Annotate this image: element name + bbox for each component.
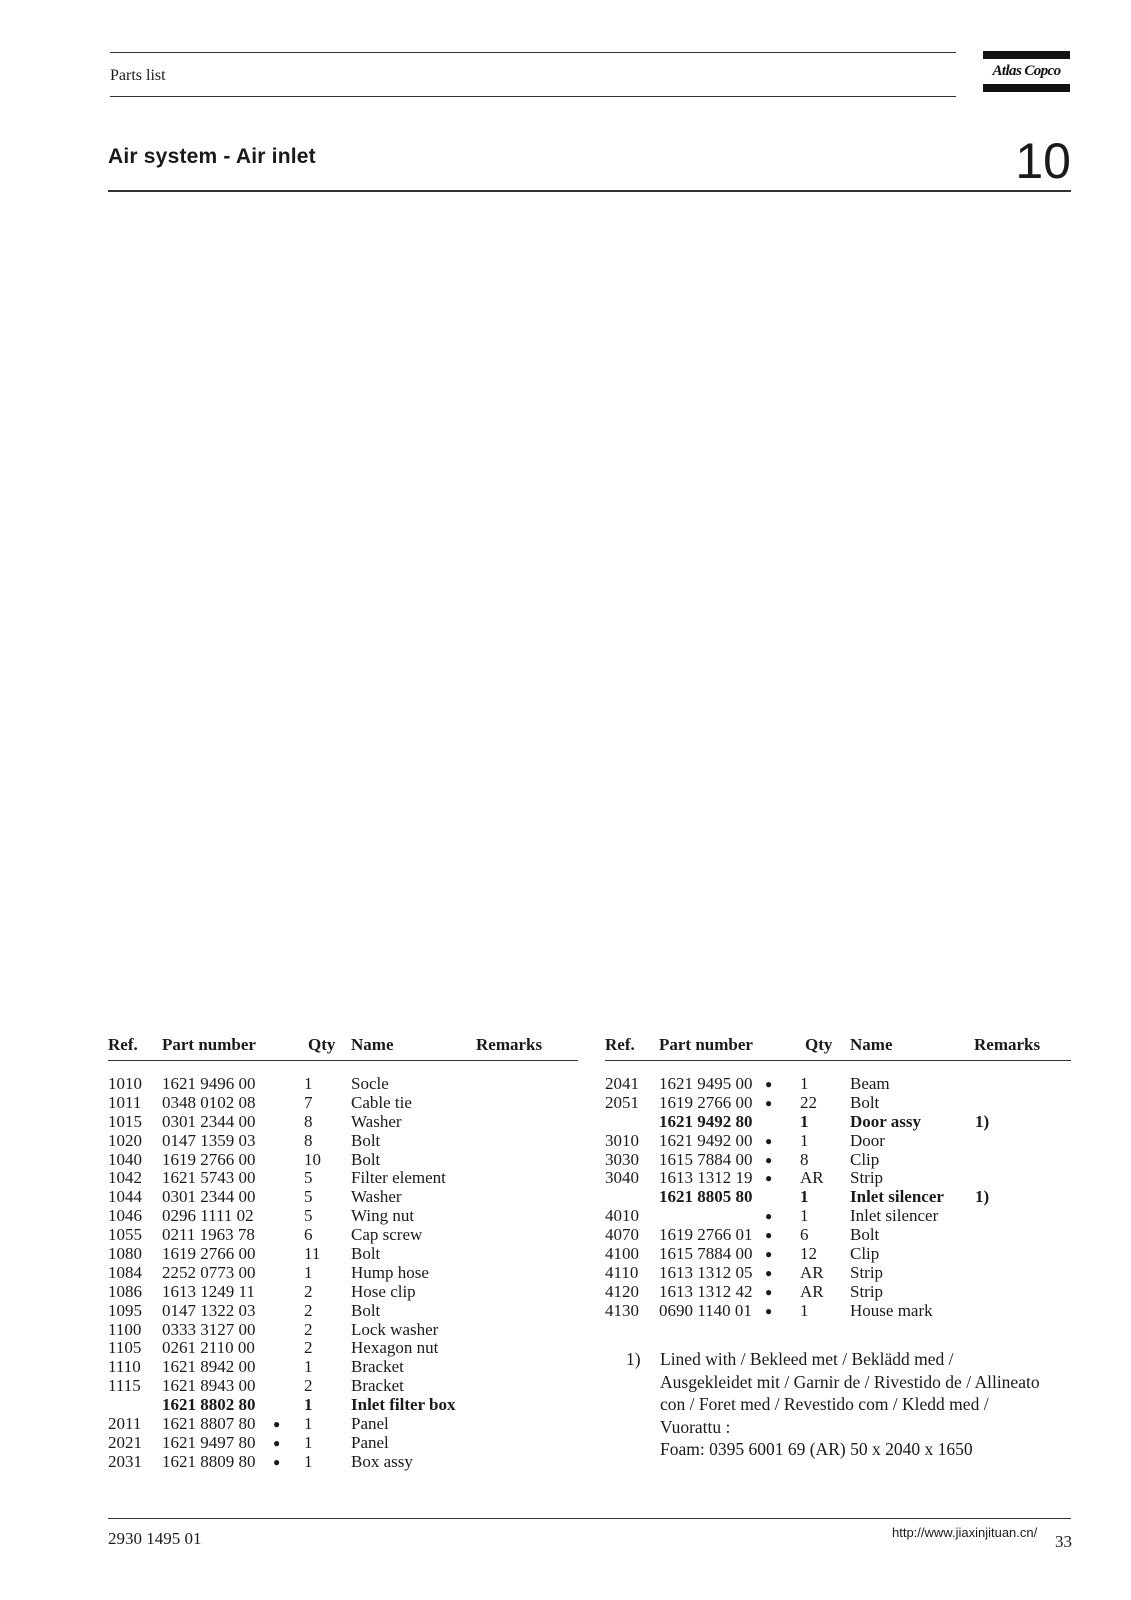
cell-qty: 6 <box>304 1225 313 1245</box>
bullet-icon: ● <box>765 1284 773 1299</box>
cell-qty: AR <box>800 1262 824 1282</box>
cell-name: Panel <box>351 1432 389 1452</box>
cell-qty: 1 <box>800 1074 809 1093</box>
table-row <box>605 1151 1071 1170</box>
cell-name: Washer <box>351 1187 402 1207</box>
cell-ref: 1042 <box>108 1168 142 1188</box>
cell-ref: 2031 <box>108 1451 142 1471</box>
cell-ref: 4070 <box>605 1225 639 1245</box>
title-rule <box>108 190 1071 192</box>
table-row <box>605 1132 1071 1151</box>
cell-name: Clip <box>850 1149 880 1169</box>
cell-qty: 5 <box>304 1187 313 1207</box>
bullet-icon: ● <box>765 1265 773 1280</box>
footer-url: http://www.jiaxinjituan.cn/ <box>892 1525 1038 1540</box>
bullet-icon: ● <box>765 1077 773 1091</box>
cell-part-number: 1621 8943 00 <box>162 1376 256 1396</box>
bullet-icon: ● <box>765 1228 773 1243</box>
cell-name: Bracket <box>351 1376 404 1396</box>
cell-name: Beam <box>850 1074 890 1093</box>
cell-part-number: 0690 1140 01 <box>659 1300 752 1320</box>
table-row <box>605 1245 1071 1264</box>
cell-name: Bracket <box>351 1357 404 1377</box>
cell-ref: 4110 <box>605 1262 639 1282</box>
footnote-text <box>660 1348 1080 1461</box>
table-body <box>605 1075 1071 1321</box>
cell-qty: 11 <box>304 1244 321 1264</box>
cell-qty: 5 <box>304 1206 313 1226</box>
cell-part-number: 1621 8809 80 <box>162 1451 256 1471</box>
cell-name: Box assy <box>351 1451 413 1471</box>
col-qty: Qty <box>805 1035 833 1054</box>
col-qty: Qty <box>308 1035 336 1054</box>
col-ref: Ref. <box>605 1035 635 1054</box>
section-title: Air system - Air inlet <box>108 145 316 168</box>
cell-qty: 1 <box>304 1414 313 1434</box>
cell-name: Inlet silencer <box>850 1206 939 1226</box>
cell-ref: 1084 <box>108 1262 142 1282</box>
cell-name: Washer <box>351 1111 402 1131</box>
cell-name: Strip <box>850 1281 884 1301</box>
cell-part-number: 0147 1322 03 <box>162 1300 256 1320</box>
table-row <box>108 1094 578 1113</box>
cell-remark: 1) <box>975 1111 990 1131</box>
cell-ref: 1100 <box>108 1319 142 1339</box>
cell-part-number: 1621 9495 00 <box>659 1074 753 1093</box>
cell-part-number: 1613 1249 11 <box>162 1281 255 1301</box>
table-row <box>108 1132 578 1151</box>
table-row <box>605 1264 1071 1283</box>
cell-ref: 1115 <box>108 1376 141 1396</box>
cell-qty: 1 <box>304 1357 313 1377</box>
cell-name: Hump hose <box>351 1262 429 1282</box>
col-ref: Ref. <box>108 1035 138 1054</box>
table-row <box>108 1075 578 1094</box>
cell-remark: 1) <box>975 1187 990 1207</box>
cell-ref: 1011 <box>108 1092 142 1112</box>
cell-qty: 8 <box>304 1130 313 1150</box>
bullet-icon: ● <box>273 1435 281 1450</box>
cell-name: Inlet filter box <box>351 1395 456 1415</box>
table-row <box>108 1396 578 1415</box>
cell-part-number: 1619 2766 00 <box>659 1092 753 1112</box>
atlas-copco-logo: Atlas Copco <box>983 51 1070 92</box>
cell-qty: 6 <box>800 1225 809 1245</box>
cell-part-number: 0211 1963 78 <box>162 1225 255 1245</box>
cell-part-number: 1621 9497 80 <box>162 1432 256 1452</box>
cell-ref: 4120 <box>605 1281 639 1301</box>
table-row <box>108 1226 578 1245</box>
cell-name: Cap screw <box>351 1225 423 1245</box>
table-row <box>605 1075 1071 1094</box>
table-row <box>108 1151 578 1170</box>
cell-name: Hose clip <box>351 1281 416 1301</box>
parts-table-left <box>108 1036 578 1472</box>
table-row <box>605 1094 1071 1113</box>
cell-ref: 1086 <box>108 1281 142 1301</box>
footnote-line: Lined with / Bekleed met / Beklädd med / <box>660 1349 954 1369</box>
header-top-rule <box>110 52 956 53</box>
cell-part-number: 0333 3127 00 <box>162 1319 256 1339</box>
table-row <box>108 1283 578 1302</box>
cell-name: Bolt <box>351 1130 381 1150</box>
cell-name: Door <box>850 1130 885 1150</box>
chapter-number: 10 <box>1015 133 1071 189</box>
table-row <box>108 1434 578 1453</box>
cell-part-number: 1621 9492 80 <box>659 1111 753 1131</box>
cell-qty: AR <box>800 1168 824 1188</box>
cell-qty: 1 <box>800 1130 809 1150</box>
cell-name: Panel <box>351 1414 389 1434</box>
table-row <box>605 1207 1071 1226</box>
cell-name: Clip <box>850 1244 880 1264</box>
col-remarks: Remarks <box>974 1035 1041 1054</box>
cell-name: Door assy <box>850 1111 921 1131</box>
cell-part-number: 1621 8802 80 <box>162 1395 256 1415</box>
cell-ref: 1095 <box>108 1300 142 1320</box>
table-row <box>108 1321 578 1340</box>
cell-part-number: 0296 1111 02 <box>162 1206 254 1226</box>
cell-qty: 12 <box>800 1244 817 1264</box>
document-number: 2930 1495 01 <box>108 1529 202 1548</box>
table-row <box>108 1415 578 1434</box>
table-row <box>108 1377 578 1396</box>
cell-ref: 2051 <box>605 1092 639 1112</box>
footnote-line: Foam: 0395 6001 69 (AR) 50 x 2040 x 1650 <box>660 1439 973 1459</box>
table-row <box>108 1207 578 1226</box>
table-row <box>108 1339 578 1358</box>
table-row <box>605 1283 1071 1302</box>
cell-qty: 10 <box>304 1149 321 1169</box>
bullet-icon: ● <box>273 1417 281 1432</box>
table-header <box>605 1036 1071 1061</box>
cell-ref: 1055 <box>108 1225 142 1245</box>
header-label: Parts list <box>110 67 166 84</box>
cell-part-number: 1619 2766 00 <box>162 1244 256 1264</box>
cell-ref: 1040 <box>108 1149 142 1169</box>
cell-ref: 4100 <box>605 1244 639 1264</box>
cell-ref: 4130 <box>605 1300 639 1320</box>
cell-qty: 2 <box>304 1300 313 1320</box>
cell-qty: 1 <box>304 1432 313 1452</box>
cell-ref: 1010 <box>108 1074 142 1093</box>
page-number: 33 <box>1055 1532 1072 1551</box>
cell-qty: 1 <box>304 1262 313 1282</box>
bullet-icon: ● <box>765 1152 773 1167</box>
cell-name: Hexagon nut <box>351 1338 439 1358</box>
bullet-icon: ● <box>765 1095 773 1110</box>
cell-ref: 2011 <box>108 1414 142 1434</box>
cell-ref: 1020 <box>108 1130 142 1150</box>
cell-part-number: 2252 0773 00 <box>162 1262 256 1282</box>
cell-qty: 2 <box>304 1338 313 1358</box>
table-row <box>108 1302 578 1321</box>
col-name: Name <box>850 1035 893 1054</box>
cell-qty: 22 <box>800 1092 817 1112</box>
table-row <box>108 1358 578 1377</box>
table-row <box>605 1302 1071 1321</box>
table-row <box>108 1169 578 1188</box>
col-part-number: Part number <box>162 1035 256 1054</box>
cell-qty: 1 <box>304 1451 313 1471</box>
bullet-icon: ● <box>765 1171 773 1186</box>
cell-part-number: 1615 7884 00 <box>659 1149 753 1169</box>
cell-name: Bolt <box>351 1149 381 1169</box>
cell-part-number: 1619 2766 00 <box>162 1149 256 1169</box>
cell-name: House mark <box>850 1300 933 1320</box>
cell-qty: 5 <box>304 1168 313 1188</box>
cell-name: Cable tie <box>351 1092 412 1112</box>
cell-ref: 1015 <box>108 1111 142 1131</box>
bullet-icon: ● <box>765 1209 773 1224</box>
cell-name: Bolt <box>351 1300 381 1320</box>
col-remarks: Remarks <box>476 1035 543 1054</box>
cell-name: Bolt <box>850 1225 880 1245</box>
cell-ref: 3010 <box>605 1130 639 1150</box>
cell-name: Inlet silencer <box>850 1187 944 1207</box>
table-row <box>108 1264 578 1283</box>
cell-name: Bolt <box>850 1092 880 1112</box>
cell-qty: 1 <box>800 1187 809 1207</box>
table-row <box>605 1113 1071 1132</box>
parts-table-right <box>605 1036 1071 1321</box>
cell-qty: 8 <box>800 1149 809 1169</box>
cell-name: Wing nut <box>351 1206 415 1226</box>
cell-ref: 2041 <box>605 1074 639 1093</box>
footer-rule <box>108 1518 1071 1519</box>
cell-name: Socle <box>351 1074 389 1093</box>
cell-part-number: 0147 1359 03 <box>162 1130 256 1150</box>
cell-name: Bolt <box>351 1244 381 1264</box>
table-row <box>108 1113 578 1132</box>
cell-qty: 1 <box>304 1395 313 1415</box>
bullet-icon: ● <box>765 1303 773 1318</box>
table-header <box>108 1036 578 1061</box>
table-row <box>108 1245 578 1264</box>
bullet-icon: ● <box>273 1454 281 1469</box>
cell-part-number: 1615 7884 00 <box>659 1244 753 1264</box>
footnote-marker: 1) <box>626 1349 641 1369</box>
cell-qty: 1 <box>800 1111 809 1131</box>
cell-qty: 1 <box>800 1300 809 1320</box>
table-body <box>108 1075 578 1472</box>
cell-ref: 1046 <box>108 1206 142 1226</box>
bullet-icon: ● <box>765 1247 773 1262</box>
footnote-line: con / Foret med / Revestido com / Kledd med / <box>660 1394 989 1414</box>
cell-part-number: 1613 1312 42 <box>659 1281 753 1301</box>
cell-name: Lock washer <box>351 1319 439 1339</box>
cell-ref: 1080 <box>108 1244 142 1264</box>
cell-part-number: 1613 1312 05 <box>659 1262 753 1282</box>
cell-part-number: 1621 8805 80 <box>659 1187 753 1207</box>
cell-part-number: 0261 2110 00 <box>162 1338 255 1358</box>
cell-name: Strip <box>850 1168 884 1188</box>
cell-part-number: 1621 5743 00 <box>162 1168 256 1188</box>
col-part-number: Part number <box>659 1035 753 1054</box>
cell-name: Filter element <box>351 1168 446 1188</box>
table-row <box>108 1188 578 1207</box>
cell-ref: 1044 <box>108 1187 142 1207</box>
cell-part-number: 0301 2344 00 <box>162 1111 256 1131</box>
illustration-area <box>108 200 1071 1030</box>
table-row <box>108 1453 578 1472</box>
cell-qty: 2 <box>304 1376 313 1396</box>
cell-name: Strip <box>850 1262 884 1282</box>
header-bottom-rule <box>110 96 956 97</box>
cell-qty: 1 <box>800 1206 809 1226</box>
cell-qty: 2 <box>304 1281 313 1301</box>
cell-part-number: 1621 8807 80 <box>162 1414 256 1434</box>
table-row <box>605 1188 1071 1207</box>
cell-part-number: 0348 0102 08 <box>162 1092 256 1112</box>
cell-ref: 3030 <box>605 1149 639 1169</box>
footnote-line: Ausgekleidet mit / Garnir de / Rivestido de / Allineato <box>660 1371 1040 1392</box>
cell-part-number: 0301 2344 00 <box>162 1187 256 1207</box>
cell-qty: 1 <box>304 1074 313 1093</box>
cell-ref: 2021 <box>108 1432 142 1452</box>
footnote-line: Vuorattu : <box>660 1416 731 1437</box>
col-name: Name <box>351 1035 394 1054</box>
table-row <box>605 1169 1071 1188</box>
cell-qty: 8 <box>304 1111 313 1131</box>
cell-ref: 1110 <box>108 1357 141 1377</box>
cell-ref: 4010 <box>605 1206 639 1226</box>
cell-part-number: 1619 2766 01 <box>659 1225 753 1245</box>
table-row <box>605 1226 1071 1245</box>
cell-qty: 7 <box>304 1092 313 1112</box>
cell-part-number: 1621 8942 00 <box>162 1357 256 1377</box>
cell-qty: AR <box>800 1281 824 1301</box>
cell-part-number: 1621 9492 00 <box>659 1130 753 1150</box>
cell-ref: 1105 <box>108 1338 142 1358</box>
cell-part-number: 1621 9496 00 <box>162 1074 256 1093</box>
cell-qty: 2 <box>304 1319 313 1339</box>
cell-ref: 3040 <box>605 1168 639 1188</box>
cell-part-number: 1613 1312 19 <box>659 1168 753 1188</box>
bullet-icon: ● <box>765 1133 773 1148</box>
